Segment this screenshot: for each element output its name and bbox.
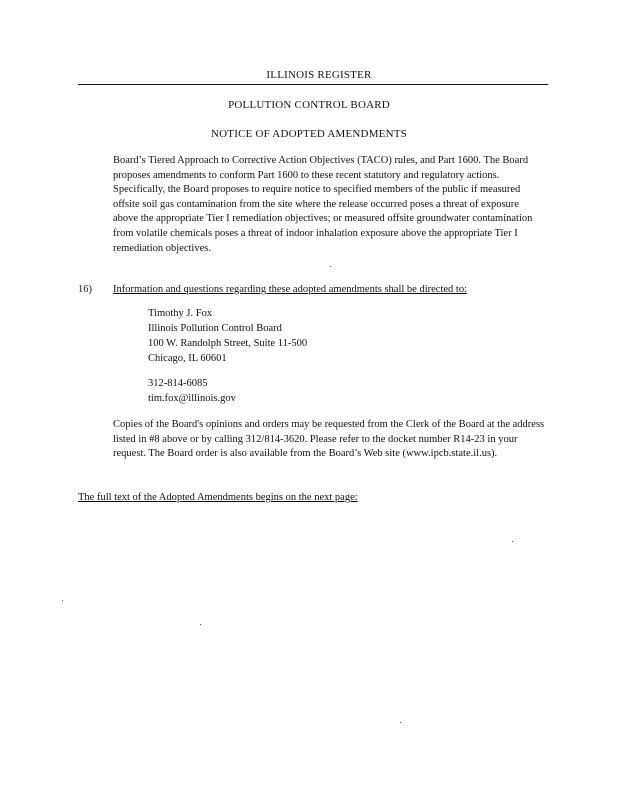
board-title: POLLUTION CONTROL BOARD	[228, 99, 390, 111]
contact-phone: 312-814-6085	[148, 378, 208, 389]
contact-email: tim.fox@illinois.gov	[148, 393, 236, 404]
contact-address	[148, 306, 307, 366]
contact-street: 100 W. Randolph Street, Suite 11-500	[148, 338, 308, 349]
contact-details	[148, 376, 236, 406]
item-text: Information and questions regarding these adopted amendments shall be directed to:	[113, 284, 467, 295]
notice-title: NOTICE OF ADOPTED AMENDMENTS	[211, 128, 407, 140]
full-text-notice: The full text of the Adopted Amendments begins on the next page:	[78, 492, 358, 503]
paragraph-taco: Board’s Tiered Approach to Corrective Action Objectives (TACO) rules, and Part 1600. The Board proposes amendments to conform Part 1600 to these recent statutory and regulatory actions. Specifically, the Board proposes to require notice to specified members of the public if measured offsite soil gas contamination from the site where the release occurred poses a threat of exposure above the appropriate Tier I remediation objectives; or measured offsite groundwater contamination from volatile chemicals poses a threat of indoor inhalation exposure above the appropriate Tier I remediation objectives.	[113, 155, 533, 254]
scan-speck	[400, 722, 401, 723]
contact-city: Chicago, IL 60601	[148, 353, 227, 364]
contact-org: Illinois Pollution Control Board	[148, 323, 282, 334]
contact-name: Timothy J. Fox	[148, 308, 213, 319]
scan-speck	[200, 624, 201, 625]
scan-speck	[512, 541, 513, 542]
paragraph-copies: Copies of the Board's opinions and orders may be requested from the Clerk of the Board at the address listed in #8 above or by calling 312/814-3620. Please refer to the docket number R14-23 in your request. The Board order is also available from the Board’s Web site (www.ipcb.state.il.us).	[113, 419, 545, 460]
item-number: 16)	[78, 284, 92, 295]
register-title: ILLINOIS REGISTER	[266, 69, 372, 81]
scan-speck	[62, 600, 63, 601]
header-rule	[78, 84, 548, 85]
scan-speck	[330, 266, 331, 267]
